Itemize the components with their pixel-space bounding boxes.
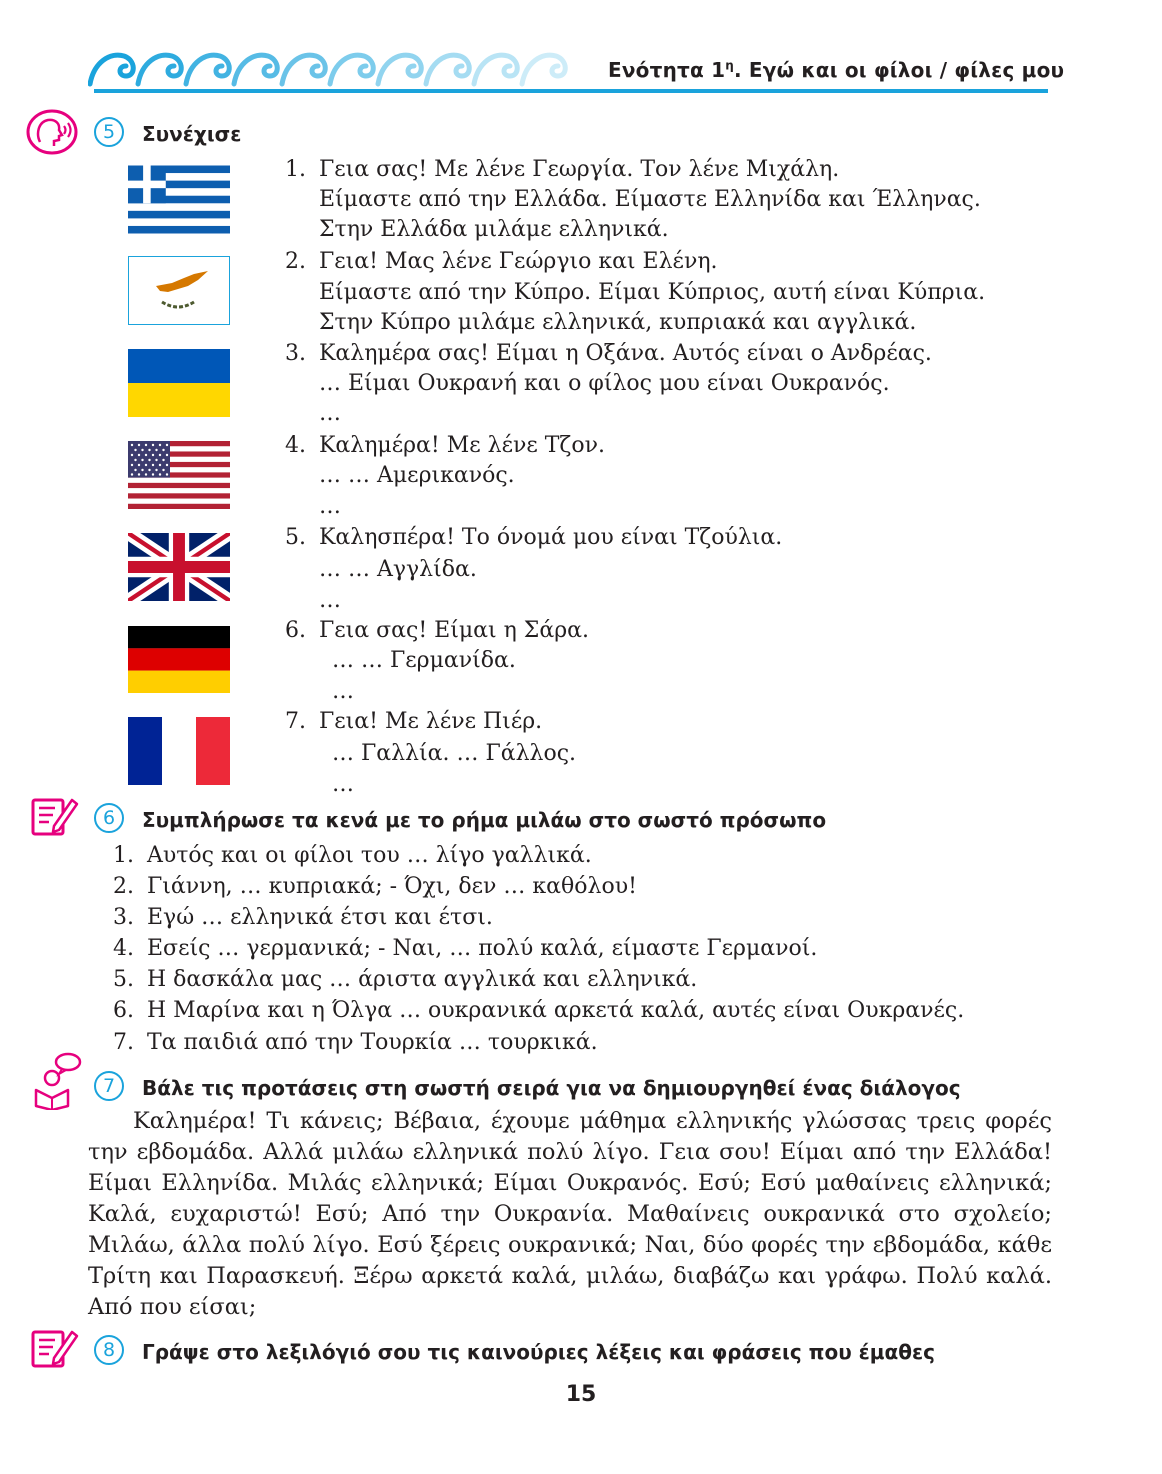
ex6-item-3-number: 3. [113,905,134,930]
ex6-item-7-number: 7. [113,1030,134,1055]
ex6-item-3-text: Εγώ … ελληνικά έτσι και έτσι. [147,905,493,930]
ex5-item-7-number: 7. [285,709,306,734]
pencil-notebook-icon [30,794,80,838]
ex5-item-6-line-2: … … Γερμανίδα. [332,648,516,673]
speaking-head-icon [26,108,80,156]
ex5-item-4-line-2: … … Αμερικανός. [319,463,515,488]
ex5-item-3-line-1: Καλημέρα σας! Είμαι η Οξάνα. Αυτός είναι ο Ανδρέας. [319,341,932,366]
ex5-item-6-number: 6. [285,618,306,643]
exercise-8-number: 8 [94,1335,124,1365]
ex5-item-5-number: 5. [285,525,306,550]
ex5-item-6-line-1: Γεια σας! Είμαι η Σάρα. [319,618,589,643]
ex5-item-5-line-2: … … Αγγλίδα. [319,557,477,582]
page-number: 15 [565,1382,597,1407]
ex5-item-4-number: 4. [285,433,306,458]
wave-swirl [186,55,229,84]
wave-swirl [522,55,565,84]
ex6-item-2-number: 2. [113,874,134,899]
ex6-item-7-text: Τα παιδιά από την Τουρκία … τουρκικά. [147,1030,598,1055]
ex6-item-1-number: 1. [113,843,134,868]
greece-flag-icon [128,165,230,234]
ex5-item-3-number: 3. [285,341,306,366]
reading-child-speech-bubble-icon [30,1052,84,1110]
ex5-item-1-line-2: Είμαστε από την Ελλάδα. Είμαστε Ελληνίδα και Έλληνας. [319,187,981,212]
ex6-item-4-text: Εσείς … γερμανικά; - Ναι, … πολύ καλά, είμαστε Γερμανοί. [147,936,818,961]
ex5-item-1-line-1: Γεια σας! Με λένε Γεωργία. Τον λένε Μιχάλη. [319,157,840,182]
unit-title: Ενότητα $1^\eta$. Εγώ και οι φίλοι / φίλες μου [608,58,1065,82]
exercise-5-number: 5 [94,117,124,147]
wave-swirl [234,55,277,84]
uk-flag-icon [128,533,230,601]
wave-swirl [330,55,373,84]
exercise-8-title: Γράψε στο λεξιλόγιό σου τις καινούριες λέξεις και φράσεις που έμαθες [142,1340,935,1364]
ex5-item-7-line-1: Γεια! Με λένε Πιέρ. [319,709,543,734]
exercise-7-number: 7 [94,1071,124,1101]
ex5-item-1-number: 1. [285,157,306,182]
wave-swirl [426,55,469,84]
wave-swirl [138,55,181,84]
dialogue-sentences-paragraph: Καλημέρα! Τι κάνεις; Βέβαια, έχουμε μάθημα ελληνικής γλώσσας τρεις φορές την εβδομάδα. Αλλά μιλάω ελληνικά πολύ λίγο. Γεια σου! Είμαι από την Ελλάδα! Είμαι Ελληνίδα. Μιλάς ελληνικά; Είμαι Ουκρανός. Εσύ; Εσύ μαθαίνεις ελληνικά; Καλά, ευχαριστώ! Εσύ; Από την Ουκρανία. Μαθαίνεις ουκρανικά στο σχολείο; Μιλάω, άλλα πολύ λίγο. Εσύ ξέρεις ουκρανικά; Ναι, δύο φορές την εβδομάδα, κάθε Τρίτη και Παρασκευή. Ξέρω αρκετά καλά, μιλάω, διαβάζω και γράφω. Πολύ καλά. Από που είσαι; [88,1108,1052,1320]
ex5-item-4-line-1: Καλημέρα! Με λένε Τζον. [319,433,605,458]
ex6-item-4-number: 4. [113,936,134,961]
wave-swirl [90,55,133,84]
ex5-item-7-line-2: … Γαλλία. … Γάλλος. [332,741,577,766]
ex5-item-2-line-2: Είμαστε από την Κύπρο. Είμαι Κύπριος, αυτή είναι Κύπρια. [319,280,986,305]
ukraine-flag-icon [128,349,230,417]
ex5-item-3-line-2: … Είμαι Ουκρανή και ο φίλος μου είναι Ουκρανός. [319,371,890,396]
cyprus-flag-icon [128,256,230,325]
wave-swirl [282,55,325,84]
exercise-5-title: Συνέχισε [142,122,242,146]
ex5-item-6-line-3: … [332,679,354,704]
wave-swirl [378,55,421,84]
wave-decoration [88,44,608,90]
header-rule [94,89,1048,93]
pencil-notebook-icon [30,1326,80,1370]
ex6-item-5-number: 5. [113,967,134,992]
ex6-item-1-text: Αυτός και οι φίλοι του … λίγο γαλλικά. [147,843,592,868]
wave-swirl [474,55,517,84]
ex6-item-6-number: 6. [113,998,134,1023]
france-flag-icon [128,717,230,785]
ex5-item-7-line-3: … [332,772,354,797]
germany-flag-icon [128,626,230,693]
exercise-7-title: Βάλε τις προτάσεις στη σωστή σειρά για να δημιουργηθεί ένας διάλογος [142,1076,961,1100]
ex5-item-2-line-3: Στην Κύπρο μιλάμε ελληνικά, κυπριακά και αγγλικά. [319,310,917,335]
ex6-item-5-text: Η δασκάλα μας … άριστα αγγλικά και ελληνικά. [147,967,698,992]
ex5-item-1-line-3: Στην Ελλάδα μιλάμε ελληνικά. [319,217,669,242]
ex5-item-2-line-1: Γεια! Μας λένε Γεώργιο και Ελένη. [319,249,718,274]
exercise-6-title: Συμπλήρωσε τα κενά με το ρήμα μιλάω στο σωστό πρόσωπο [142,808,827,832]
ex5-item-4-line-3: … [319,494,341,519]
ex5-item-3-line-3: … [319,401,341,426]
ex5-item-5-line-1: Καλησπέρα! Το όνομά μου είναι Τζούλια. [319,525,783,550]
exercise-6-number: 6 [94,803,124,833]
usa-flag-icon [128,441,230,509]
ex5-item-5-line-3: … [319,588,341,613]
ex6-item-2-text: Γιάννη, … κυπριακά; - Όχι, δεν … καθόλου! [147,874,637,899]
ex6-item-6-text: Η Μαρίνα και η Όλγα … ουκρανικά αρκετά καλά, αυτές είναι Ουκρανές. [147,998,965,1023]
ex5-item-2-number: 2. [285,249,306,274]
